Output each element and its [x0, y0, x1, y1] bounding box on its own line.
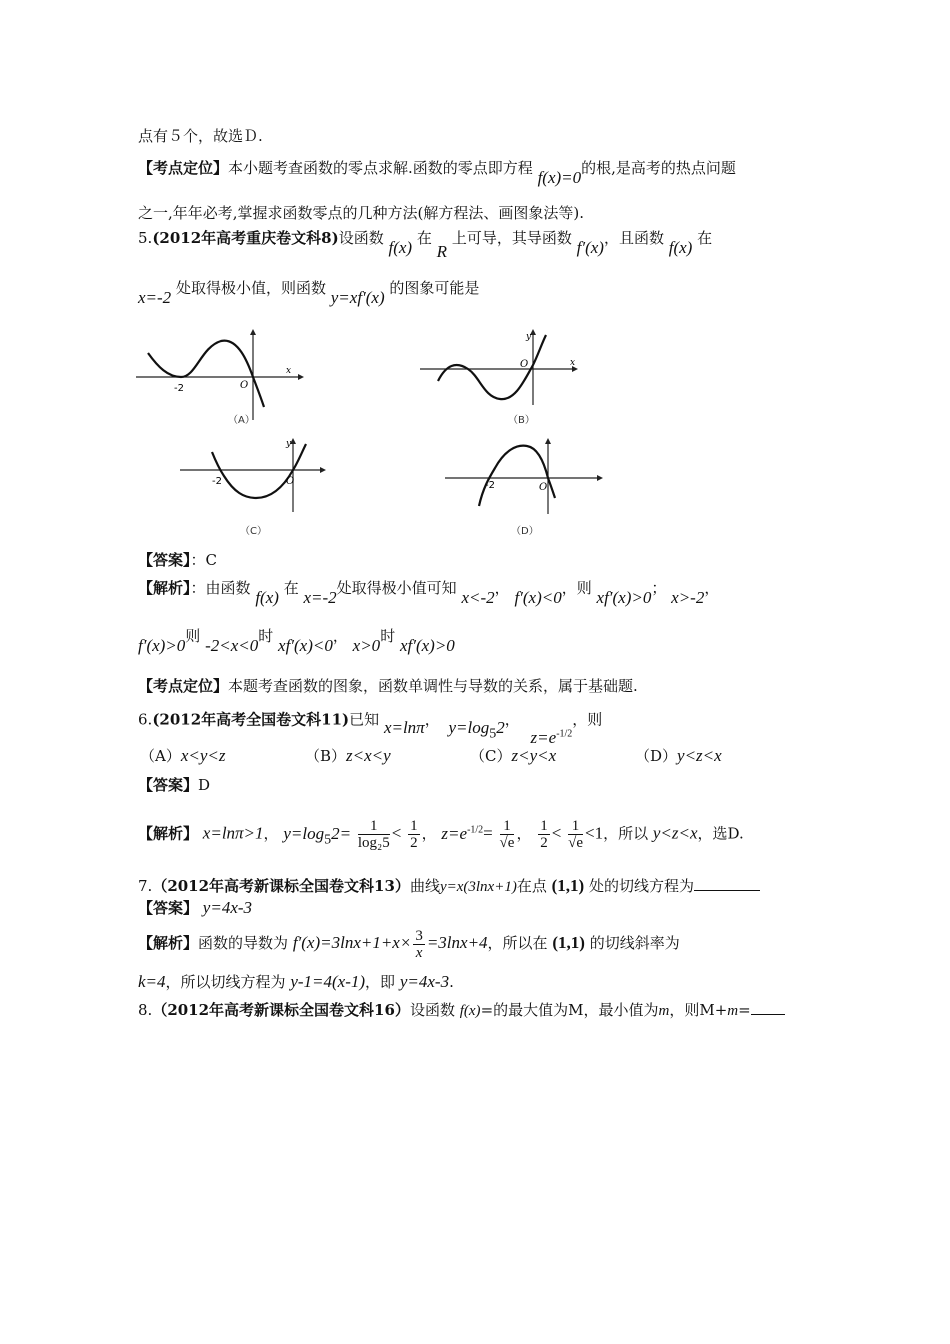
math-part: 2=	[331, 823, 352, 843]
question-5-line-2	[138, 278, 480, 307]
math-expression: -2<x<0	[205, 636, 259, 655]
graph-b-svg	[420, 325, 590, 435]
math-expression: y=4x-3	[202, 898, 253, 917]
math-expression: f(x)	[668, 238, 693, 257]
option-d	[635, 746, 775, 766]
math-operator: <	[551, 823, 562, 843]
numerator: 1	[410, 818, 418, 835]
text: 时	[258, 627, 274, 645]
math-part: z=e	[530, 727, 557, 747]
text: =的最大值为M，最小值为	[480, 1001, 659, 1019]
text: 本小题考查函数的零点求解.函数的零点即方程	[228, 159, 533, 177]
math-expression: xf′(x)>0	[596, 588, 652, 607]
graph-b	[420, 325, 590, 435]
text: ，	[263, 824, 279, 843]
text: 的图象可能是	[389, 279, 480, 297]
math-expression	[283, 823, 352, 848]
text: ，	[516, 824, 532, 843]
option-label: （B）	[305, 747, 347, 765]
math-operator: <	[391, 823, 402, 843]
fraction	[568, 818, 583, 851]
math-expression: y=4x-3	[399, 972, 450, 991]
x-axis-arrow	[320, 467, 326, 473]
math-expression: f(x)	[388, 238, 413, 257]
option-label: （D）	[635, 747, 678, 765]
origin-label: O	[286, 476, 295, 487]
math-part: y=log	[283, 823, 325, 843]
text-line-2	[138, 158, 736, 187]
text: 处的切线方程为	[588, 877, 694, 895]
question-number: 8.	[138, 1001, 153, 1019]
math-expression: R	[436, 242, 448, 261]
section-tag: 【答案】	[138, 776, 199, 794]
text: 曲线	[409, 877, 440, 895]
text: ，	[424, 710, 440, 729]
numerator: 1	[540, 818, 548, 835]
subscript: 5	[324, 832, 332, 848]
x-axis-label: x	[570, 358, 576, 368]
numerator: 1	[358, 818, 390, 835]
math-expression	[448, 717, 505, 742]
option-label: （A）	[140, 747, 181, 765]
answer-7	[138, 898, 252, 918]
text-line-3	[138, 203, 584, 223]
text: 的根,是高考的热点问题	[581, 159, 736, 177]
math-expression: f(x)=0	[537, 168, 582, 187]
option-b	[305, 746, 470, 766]
curve	[479, 446, 555, 506]
fraction	[408, 818, 420, 851]
question-number: 5.	[138, 229, 153, 247]
math-expression: xf′(x)>0	[399, 636, 455, 655]
math-expression: x=lnπ>1	[202, 823, 264, 843]
solution-5-line-2	[138, 626, 455, 655]
graph-d	[445, 436, 605, 546]
answer-6	[138, 775, 210, 795]
x-axis-arrow	[298, 374, 304, 380]
denominator: √e	[499, 835, 515, 852]
text: ，	[421, 824, 437, 843]
math-expression: f′(x)>0	[138, 636, 186, 655]
option-a	[140, 746, 305, 766]
graph-a-svg	[136, 325, 306, 435]
math-expression: y-1=4(x-1)	[290, 972, 366, 991]
question-source: (2012年高考重庆卷文科8)	[152, 229, 339, 247]
section-tag: 【考点定位】	[138, 159, 229, 177]
text: 处取得极小值可知	[336, 579, 457, 597]
math-part: 2	[496, 717, 505, 737]
text: 时	[380, 627, 396, 645]
fraction	[538, 818, 550, 851]
solution-7-line-1	[138, 921, 680, 965]
question-7	[138, 876, 760, 897]
answer-blank	[694, 890, 760, 891]
section-tag: 【解析】	[138, 824, 199, 843]
origin-label: O	[240, 380, 249, 391]
text: .	[449, 973, 454, 991]
math-part: z=e	[441, 823, 468, 843]
text: ，所以	[603, 824, 649, 843]
math-expression: y=x(3lnx+1)	[439, 879, 517, 895]
question-number: 6.	[138, 710, 153, 729]
section-tag: 【答案】	[138, 551, 191, 569]
denominator: x	[415, 944, 423, 961]
math-expression: x=lnπ	[383, 717, 425, 737]
graph-c	[180, 436, 340, 546]
option-math: x<y<z	[180, 746, 226, 765]
solution-5-line-1	[138, 578, 720, 607]
point-5	[138, 676, 638, 696]
text: 在	[416, 229, 432, 247]
fraction	[500, 818, 515, 851]
math-expression: =3lnx+4	[426, 933, 488, 952]
text: ，选D.	[697, 824, 744, 843]
fraction	[358, 818, 390, 851]
numerator: 1	[500, 818, 515, 835]
section-tag: 【解析】	[138, 579, 191, 597]
tick-label: -2	[174, 383, 184, 394]
graph-a	[136, 325, 306, 435]
math-expression	[441, 824, 483, 843]
denominator: 2	[410, 835, 418, 852]
curve	[438, 335, 546, 399]
answer-text: ：C	[190, 551, 217, 569]
fraction	[413, 928, 425, 961]
question-8	[138, 1000, 785, 1021]
math-expression: (1,1)	[551, 876, 585, 895]
math-expression: f(x)	[255, 588, 279, 607]
math-expression: x=-2	[138, 288, 172, 307]
text: ，则	[572, 710, 603, 729]
math-expression: y=xf′(x)	[330, 288, 385, 307]
text: ，	[332, 627, 348, 645]
text: ，且函数	[603, 229, 664, 247]
math-expression: f′(x)<0	[514, 588, 562, 607]
superscript: -1/2	[556, 728, 573, 739]
option-math: y<z<x	[677, 746, 722, 765]
denominator: 2	[540, 835, 548, 852]
origin-label: O	[520, 359, 529, 370]
curve	[148, 341, 264, 407]
superscript: -1/2	[467, 824, 484, 835]
text: 的切线斜率为	[589, 934, 680, 952]
text: =	[738, 1001, 751, 1019]
math-expression: (1,1)	[552, 933, 585, 952]
denominator: log₂5	[357, 835, 390, 852]
text: 点有５个，故选Ｄ.	[138, 127, 263, 145]
y-axis-label: y	[286, 439, 292, 449]
y-axis-label: y	[526, 332, 532, 342]
math-expression: y<z<x	[652, 823, 698, 843]
question-source: （2012年高考新课标全国卷文科13）	[152, 877, 410, 895]
math-expression: xf′(x)<0	[278, 636, 333, 655]
graph-caption: （B）	[508, 415, 535, 426]
option-math: z<x<y	[346, 746, 391, 765]
math-operator: =	[483, 823, 493, 843]
text: ，	[494, 579, 510, 597]
text: 设函数	[409, 1001, 455, 1019]
math-expression: m	[658, 1003, 670, 1019]
denominator: √e	[568, 835, 583, 852]
section-tag: 【考点定位】	[138, 677, 229, 695]
math-expression: x>-2	[671, 588, 705, 607]
text: 在	[697, 229, 713, 247]
text: ，所以在	[487, 934, 548, 952]
question-6-line-1	[138, 706, 603, 747]
x-axis-arrow	[597, 475, 603, 481]
option-math: z<y<x	[511, 746, 557, 765]
math-expression: <1	[585, 823, 604, 843]
solution-7-line-2	[138, 972, 454, 992]
text: 本题考查函数的图象，函数单调性与导数的关系，属于基础题.	[228, 677, 638, 695]
tick-label: -2	[485, 480, 495, 491]
y-axis-arrow	[250, 329, 256, 335]
text: 之一,年年必考,掌握求函数零点的几种方法(解方程法、画图象法等).	[138, 204, 585, 222]
text-line-1	[138, 126, 263, 146]
section-tag: 【答案】	[138, 899, 199, 917]
y-axis-arrow	[545, 438, 551, 444]
math-expression: f′(x)	[576, 238, 604, 257]
graph-caption: （C）	[240, 526, 267, 537]
math-expression: x>0	[352, 636, 381, 655]
text: 设函数	[338, 229, 384, 247]
text: 已知	[349, 710, 380, 729]
math-expression: m	[727, 1003, 739, 1019]
subscript: 5	[489, 726, 497, 742]
text: ，	[704, 579, 720, 597]
math-expression: f′(x)=3lnx+1+x×	[292, 933, 412, 952]
text: 在点	[516, 877, 547, 895]
answer-text: D	[198, 776, 211, 794]
option-c	[470, 746, 635, 766]
graph-caption: （D）	[511, 526, 539, 537]
text: 处取得极小值，则函数	[175, 279, 326, 297]
option-label: （C）	[470, 747, 512, 765]
x-axis-label: x	[286, 366, 292, 376]
curve	[212, 444, 306, 498]
text: ；	[651, 579, 667, 597]
math-expression: k=4	[138, 972, 166, 991]
numerator: 1	[568, 818, 583, 835]
graph-caption: （A）	[228, 415, 255, 426]
origin-label: O	[539, 482, 548, 493]
question-6-options	[140, 746, 775, 766]
math-expression: x<-2	[461, 588, 495, 607]
question-source: （2012年高考新课标全国卷文科16）	[152, 1001, 410, 1019]
text: 在	[283, 579, 299, 597]
math-expression	[531, 728, 573, 747]
text: 函数的导数为	[198, 934, 289, 952]
answer-5	[138, 550, 217, 570]
question-number: 7.	[138, 877, 153, 895]
question-source: (2012年高考全国卷文科11)	[152, 710, 350, 729]
math-expression: x=-2	[303, 588, 337, 607]
answer-blank	[751, 1014, 785, 1015]
question-5-line-1	[138, 228, 713, 261]
math-expression: f(x)	[459, 1003, 481, 1019]
text: ，则	[561, 579, 592, 597]
numerator: 3	[415, 927, 423, 944]
text: ，所以切线方程为	[165, 973, 286, 991]
math-part: y=log	[448, 717, 490, 737]
tick-label: -2	[212, 476, 222, 487]
text: ：由函数	[190, 579, 251, 597]
solution-6	[138, 808, 744, 852]
text: ，即	[365, 973, 396, 991]
section-tag: 【解析】	[138, 934, 199, 952]
text: ，	[504, 710, 520, 729]
text: 上可导，其导函数	[451, 229, 572, 247]
text: ，则M+	[669, 1001, 728, 1019]
text: 则	[185, 627, 201, 645]
